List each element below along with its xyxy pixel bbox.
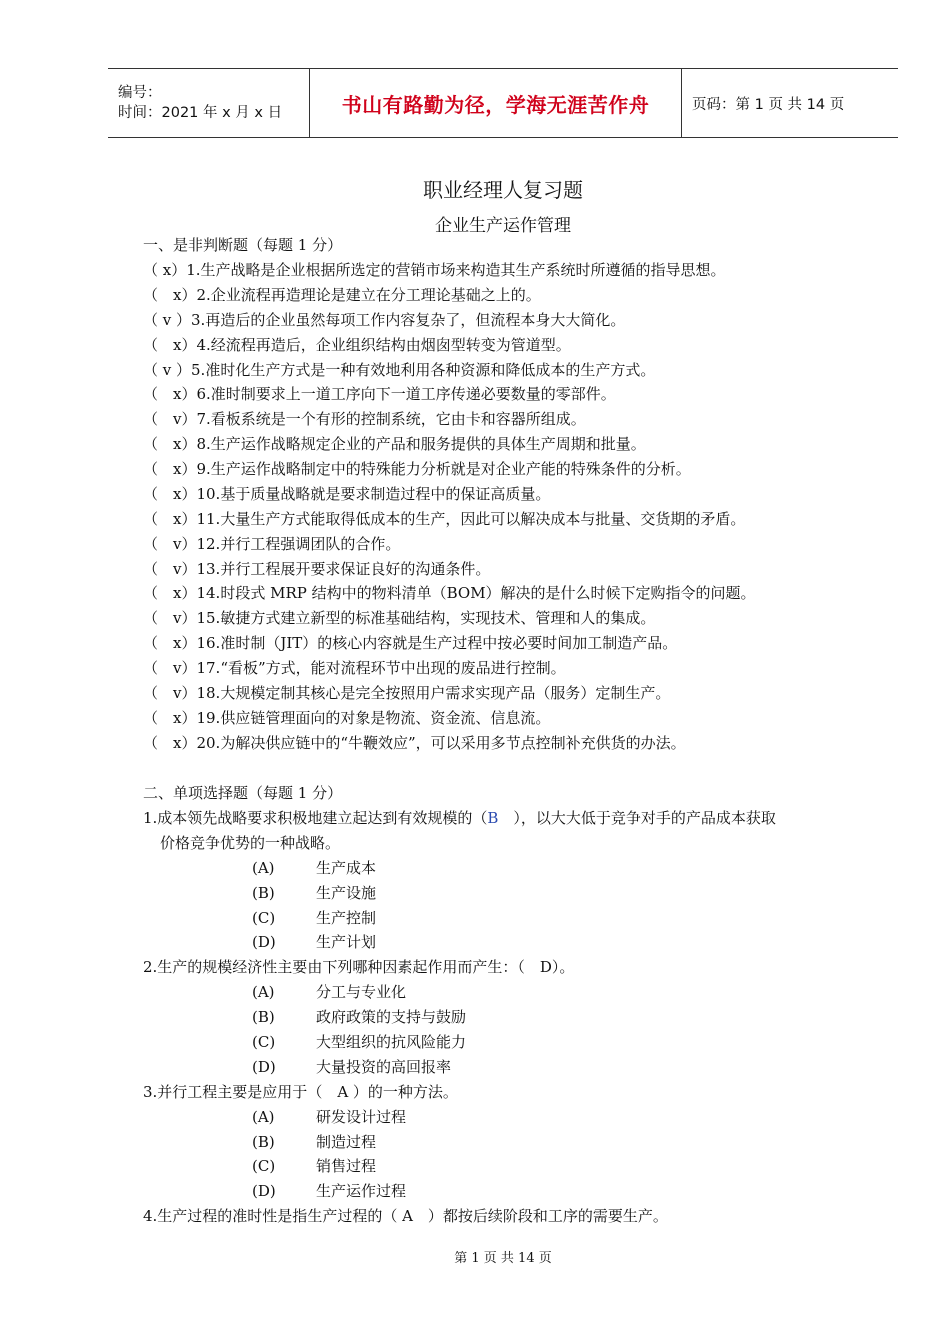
option-text: 生产运作过程 xyxy=(316,1182,407,1200)
tf-item: （ x）20.为解决供应链中的“牛鞭效应”，可以采用多节点控制补充供货的办法。 xyxy=(143,734,686,752)
question-1 xyxy=(143,808,776,828)
question-4: 4.生产过程的准时性是指生产过程的（ A ）都按后续阶段和工序的需要生产。 xyxy=(143,1207,668,1225)
header-page-info: 页码：第 1 页 共 14 页 xyxy=(692,96,845,113)
section2-heading: 二、单项选择题（每题 1 分） xyxy=(143,784,343,802)
option-letter: (C) xyxy=(252,909,276,927)
option-text: 研发设计过程 xyxy=(316,1108,407,1126)
tf-item: （ v）17.“看板”方式，能对流程环节中出现的废品进行控制。 xyxy=(143,659,566,677)
option-letter: (D) xyxy=(252,1058,276,1076)
question-1-pre: 1.成本领先战略要求积极地建立起达到有效规模的（ xyxy=(143,809,488,827)
tf-item: （ x）19.供应链管理面向的对象是物流、资金流、信息流。 xyxy=(143,709,551,727)
option-text: 生产设施 xyxy=(316,884,377,902)
option-text: 生产控制 xyxy=(316,909,377,927)
tf-item: （ x）2.企业流程再造理论是建立在分工理论基础之上的。 xyxy=(143,286,541,304)
option-text: 销售过程 xyxy=(316,1157,377,1175)
tf-item: （ v）7.看板系统是一个有形的控制系统，它由卡和容器所组成。 xyxy=(143,410,586,428)
tf-item: （ x）8.生产运作战略规定企业的产品和服务提供的具体生产周期和批量。 xyxy=(143,435,646,453)
question-1-post: ），以大大低于竞争对手的产品成本获取 xyxy=(498,809,776,827)
option-text: 生产成本 xyxy=(316,859,377,877)
tf-item: （ x）9.生产运作战略制定中的特殊能力分析就是对企业产能的特殊条件的分析。 xyxy=(143,460,691,478)
question-1-answer: B xyxy=(487,809,499,827)
option-letter: (D) xyxy=(252,1182,276,1200)
document-title: 职业经理人复习题 xyxy=(423,178,583,202)
document-subtitle: 企业生产运作管理 xyxy=(435,216,571,236)
option-letter: (C) xyxy=(252,1157,276,1175)
tf-item: （ v）18.大规模定制其核心是完全按照用户需求实现产品（服务）定制生产。 xyxy=(143,684,671,702)
option-letter: (D) xyxy=(252,933,276,951)
tf-item: （ x）10.基于质量战略就是要求制造过程中的保证高质量。 xyxy=(143,485,551,503)
option-letter: (A) xyxy=(252,1108,275,1126)
page-footer: 第 1 页 共 14 页 xyxy=(454,1251,552,1266)
header-meta xyxy=(108,69,309,137)
tf-item: （ x）16.准时制（JIT）的核心内容就是生产过程中按必要时间加工制造产品。 xyxy=(143,634,678,652)
option-text: 大型组织的抗风险能力 xyxy=(316,1033,467,1051)
tf-item: （ v）15.敏捷方式建立新型的标准基础结构，实现技术、管理和人的集成。 xyxy=(143,609,656,627)
tf-item: （ x）11.大量生产方式能取得低成本的生产，因此可以解决成本与批量、交货期的矛盾。 xyxy=(143,510,746,528)
number-label: 编号： xyxy=(118,85,162,101)
tf-item: （ v）12.并行工程强调团队的合作。 xyxy=(143,535,401,553)
option-letter: (A) xyxy=(252,983,275,1001)
tf-item: （ v ）3.再造后的企业虽然每项工作内容复杂了，但流程本身大大简化。 xyxy=(143,311,626,329)
tf-item: （ x）6.准时制要求上一道工序向下一道工序传递必要数量的零部件。 xyxy=(143,385,616,403)
question-1-line2: 价格竞争优势的一种战略。 xyxy=(160,834,341,852)
option-letter: (B) xyxy=(252,1008,275,1026)
option-letter: (B) xyxy=(252,884,275,902)
motto-text: 书山有路勤为径，学海无涯苦作舟 xyxy=(341,92,650,117)
option-text: 分工与专业化 xyxy=(316,983,407,1001)
tf-item: （ x）4.经流程再造后，企业组织结构由烟囱型转变为管道型。 xyxy=(143,336,571,354)
tf-item: （ x）14.时段式 MRP 结构中的物料清单（BOM）解决的是什么时候下定购指令的问题。 xyxy=(143,584,756,602)
header-motto xyxy=(309,69,682,137)
option-letter: (A) xyxy=(252,859,275,877)
tf-item: （ x）1.生产战略是企业根据所选定的营销市场来构造其生产系统时所遵循的指导思想。 xyxy=(143,261,726,279)
option-text: 生产计划 xyxy=(316,933,377,951)
question-3: 3.并行工程主要是应用于（ A ）的一种方法。 xyxy=(143,1083,458,1101)
time-label: 时间：2021 年 x 月 x 日 xyxy=(118,105,283,121)
option-letter: (C) xyxy=(252,1033,276,1051)
option-text: 大量投资的高回报率 xyxy=(316,1058,452,1076)
document-header xyxy=(108,68,898,138)
option-text: 制造过程 xyxy=(316,1133,377,1151)
tf-item: （ v）13.并行工程展开要求保证良好的沟通条件。 xyxy=(143,560,491,578)
section1-heading: 一、是非判断题（每题 1 分） xyxy=(143,236,343,254)
tf-item: （ v ）5.准时化生产方式是一种有效地利用各种资源和降低成本的生产方式。 xyxy=(143,361,656,379)
option-text: 政府政策的支持与鼓励 xyxy=(316,1008,467,1026)
option-letter: (B) xyxy=(252,1133,275,1151)
question-2: 2.生产的规模经济性主要由下列哪种因素起作用而产生：（ D）。 xyxy=(143,958,575,976)
